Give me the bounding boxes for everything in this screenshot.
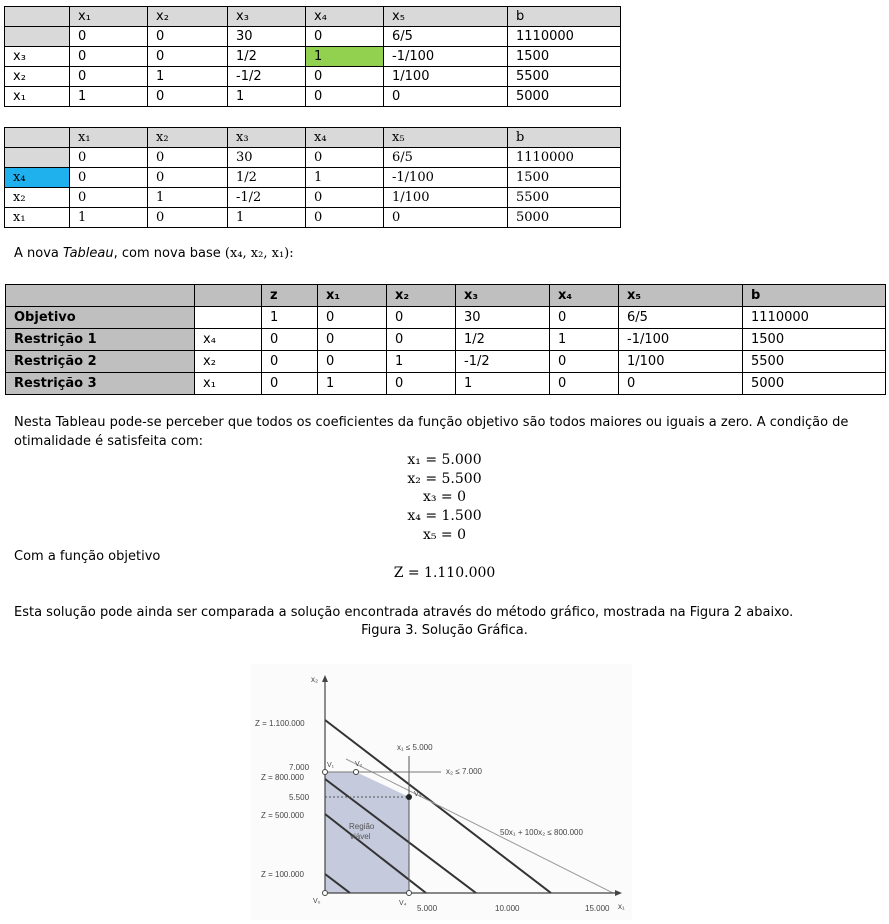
tick-z-1100000: Z = 1.100.000 [255, 719, 305, 728]
table-cell: 1 [262, 307, 318, 329]
objective-intro: Com a função objetivo [14, 549, 161, 564]
table-row [6, 307, 886, 329]
table-cell: x₂ [387, 285, 456, 307]
table-cell: 0 [306, 208, 384, 228]
table-cell: x₁ [318, 285, 387, 307]
table-cell: 0 [306, 87, 384, 107]
table-cell: 0 [318, 329, 387, 351]
table-cell: 6/5 [619, 307, 743, 329]
intro-text: , com nova base [113, 246, 225, 261]
table-cell: x₁ [5, 208, 70, 228]
table-cell: 0 [306, 27, 384, 47]
table-cell: 1110000 [508, 27, 621, 47]
table-row [5, 67, 621, 87]
vertex-v2-point [354, 770, 359, 775]
table-cell: 0 [384, 87, 508, 107]
table-cell: -1/100 [384, 47, 508, 67]
table-cell: 1/2 [228, 168, 306, 188]
vertex-label-v1: V₁ [327, 762, 335, 769]
vertex-v3-point [406, 794, 412, 800]
table-cell: 0 [148, 27, 228, 47]
tick-x-5000: 5.000 [417, 904, 438, 913]
table-cell: 1/100 [384, 67, 508, 87]
table-cell: 0 [148, 47, 228, 67]
table-cell [6, 285, 195, 307]
figure-caption: Figura 3. Solução Gráfica. [361, 623, 528, 638]
table-cell: -1/100 [619, 329, 743, 351]
table-cell: 0 [262, 351, 318, 373]
table-cell: 0 [70, 148, 148, 168]
table-cell: 0 [148, 87, 228, 107]
table-cell: -1/2 [228, 188, 306, 208]
table-cell: x₂ [5, 188, 70, 208]
region-label-line2: viável [350, 832, 371, 841]
table-cell: 0 [619, 373, 743, 395]
table-cell: 1/100 [619, 351, 743, 373]
table-cell: 1110000 [508, 148, 621, 168]
tableau-1 [4, 6, 621, 107]
table-row [5, 27, 621, 47]
entering-basis-cell: x₄ [5, 168, 70, 188]
y-axis-label: x₂ [311, 675, 319, 684]
table-cell: 1 [550, 329, 619, 351]
table-cell: x₂ [148, 7, 228, 27]
pivot-cell: 1 [306, 47, 384, 67]
solution-x2: x₂ = 5.500 [407, 471, 482, 487]
vertex-v1-point [323, 770, 328, 775]
table-cell: b [743, 285, 886, 307]
table-row [5, 47, 621, 67]
intro-text: A nova [14, 246, 64, 261]
tick-x-10000: 10.000 [495, 904, 520, 913]
table-cell: x₄ [195, 329, 262, 351]
table-cell: 1 [387, 351, 456, 373]
table-cell: 30 [228, 27, 306, 47]
table-row [6, 329, 886, 351]
table-cell: z [262, 285, 318, 307]
row-label: Restrição 3 [6, 373, 195, 395]
table-cell: 0 [550, 351, 619, 373]
tableau-2 [4, 127, 621, 228]
table-cell: x₁ [70, 7, 148, 27]
table-cell: x₅ [619, 285, 743, 307]
tick-z-100000: Z = 100.000 [261, 870, 304, 879]
table-cell: 0 [70, 27, 148, 47]
vertex-v0-point [323, 891, 328, 896]
solution-x4: x₄ = 1.500 [407, 508, 482, 524]
table-cell: x₂ [148, 128, 228, 148]
table-cell: x₁ [195, 373, 262, 395]
table-header-row [5, 7, 621, 27]
table-cell: x₃ [456, 285, 550, 307]
table-row [5, 188, 621, 208]
table-cell: 1 [70, 208, 148, 228]
table-cell: x₁ [70, 128, 148, 148]
table-row [6, 351, 886, 373]
table-cell: 0 [387, 373, 456, 395]
table-cell: 0 [70, 67, 148, 87]
table-cell: 0 [387, 329, 456, 351]
table-cell: 0 [318, 351, 387, 373]
row-label: Restrição 1 [6, 329, 195, 351]
table-cell: 0 [306, 67, 384, 87]
table-cell: x₄ [306, 128, 384, 148]
constraint-label-x1: x₁ ≤ 5.000 [397, 743, 433, 752]
constraint-label-x2: x₂ ≤ 7.000 [446, 767, 482, 776]
graph-svg [251, 664, 632, 920]
solution-x5: x₅ = 0 [422, 527, 467, 543]
solution-x1: x₁ = 5.000 [407, 452, 482, 468]
table-cell: 6/5 [384, 27, 508, 47]
table-cell: 0 [262, 329, 318, 351]
table-cell: 1/100 [384, 188, 508, 208]
table-cell: 0 [148, 168, 228, 188]
table-cell [5, 148, 70, 168]
table-cell: 1500 [508, 47, 621, 67]
table-header-row [6, 285, 886, 307]
table-row [5, 148, 621, 168]
intro-italic: Tableau [63, 246, 114, 261]
table-cell: x₄ [306, 7, 384, 27]
table-cell: 5500 [743, 351, 886, 373]
table-cell: x₂ [195, 351, 262, 373]
table-cell [195, 285, 262, 307]
solution-x3: x₃ = 0 [422, 489, 467, 505]
tableau-new-basis [5, 284, 886, 395]
table-cell: 1 [70, 87, 148, 107]
table-cell: 0 [262, 373, 318, 395]
table-cell: x₅ [384, 128, 508, 148]
table-cell: x₃ [228, 7, 306, 27]
table-cell: -1/100 [384, 168, 508, 188]
table-cell [5, 7, 70, 27]
objective-value: Z = 1.110.000 [393, 565, 496, 581]
tick-5500: 5.500 [289, 793, 310, 802]
table-cell: 0 [306, 148, 384, 168]
table-cell: 1 [148, 188, 228, 208]
table-cell: 5500 [508, 188, 621, 208]
table-cell: x₃ [228, 128, 306, 148]
table-cell: 1 [306, 168, 384, 188]
table-cell: 1 [228, 208, 306, 228]
table-cell: 1/2 [228, 47, 306, 67]
table-cell: 0 [387, 307, 456, 329]
table-cell: x₄ [550, 285, 619, 307]
table-cell: 30 [228, 148, 306, 168]
table-cell: b [508, 7, 621, 27]
table-cell: 1500 [508, 168, 621, 188]
comparison-paragraph: Esta solução pode ainda ser comparada a solução encontrada através do método gráfico, mostrada na Figura 2 abaixo. [14, 605, 794, 620]
table-cell: 1 [228, 87, 306, 107]
table-header-row [5, 128, 621, 148]
row-label: Objetivo [6, 307, 195, 329]
tick-z-800000: Z = 800.000 [261, 773, 304, 782]
table-cell: 6/5 [384, 148, 508, 168]
table-cell: -1/2 [456, 351, 550, 373]
table-row [5, 168, 621, 188]
vertex-v4-point [407, 891, 412, 896]
table-cell: 0 [70, 47, 148, 67]
table-cell: x₃ [5, 47, 70, 67]
table-cell: 0 [550, 307, 619, 329]
table-cell: 5000 [743, 373, 886, 395]
table-cell: 0 [306, 188, 384, 208]
constraint-label-combined: 50x₁ + 100x₂ ≤ 800.000 [500, 828, 583, 837]
table-cell: 0 [70, 168, 148, 188]
vertex-label-v3: V₃ [414, 791, 422, 798]
table-cell: 0 [550, 373, 619, 395]
table-cell: b [508, 128, 621, 148]
table-cell: 0 [384, 208, 508, 228]
table-cell: 1 [318, 373, 387, 395]
tick-7000: 7.000 [289, 763, 310, 772]
graphical-solution-figure [251, 664, 632, 920]
table-cell: 1110000 [743, 307, 886, 329]
x-axis-label: x₁ [618, 902, 625, 911]
table-cell: 5500 [508, 67, 621, 87]
vertex-label-v4: V₄ [399, 900, 407, 907]
table-cell: 5000 [508, 87, 621, 107]
table-row [6, 373, 886, 395]
x-axis-arrow-icon [615, 890, 622, 896]
table-cell: 0 [318, 307, 387, 329]
tick-z-500000: Z = 500.000 [261, 811, 304, 820]
tick-x-15000: 15.000 [585, 904, 610, 913]
table-cell: x₂ [5, 67, 70, 87]
table-row [5, 208, 621, 228]
table-cell: 5000 [508, 208, 621, 228]
table-cell: x₅ [384, 7, 508, 27]
vertex-label-v0: V₀ [313, 898, 321, 905]
table-cell: 1500 [743, 329, 886, 351]
table-row [5, 87, 621, 107]
optimality-paragraph: Nesta Tableau pode-se perceber que todos os coeficientes da função objetivo são todos maiores ou iguais a zero. A condição de otimalidade é satisfeita com: [14, 415, 849, 449]
table-cell: x₁ [5, 87, 70, 107]
y-axis-arrow-icon [322, 675, 328, 682]
table-cell: 0 [70, 188, 148, 208]
row-label: Restrição 2 [6, 351, 195, 373]
table-cell: 1 [456, 373, 550, 395]
region-label-line1: Região [349, 822, 375, 831]
table-cell: 1/2 [456, 329, 550, 351]
table-cell [5, 128, 70, 148]
table-cell: 0 [148, 148, 228, 168]
intro-line [14, 244, 874, 263]
table-cell: 1 [148, 67, 228, 87]
table-cell [195, 307, 262, 329]
table-cell: 30 [456, 307, 550, 329]
table-cell: -1/2 [228, 67, 306, 87]
table-cell: 0 [148, 208, 228, 228]
vertex-label-v2: V₂ [355, 761, 363, 768]
table-cell [5, 27, 70, 47]
new-basis: (x₄, x₂, x₁): [224, 246, 294, 261]
